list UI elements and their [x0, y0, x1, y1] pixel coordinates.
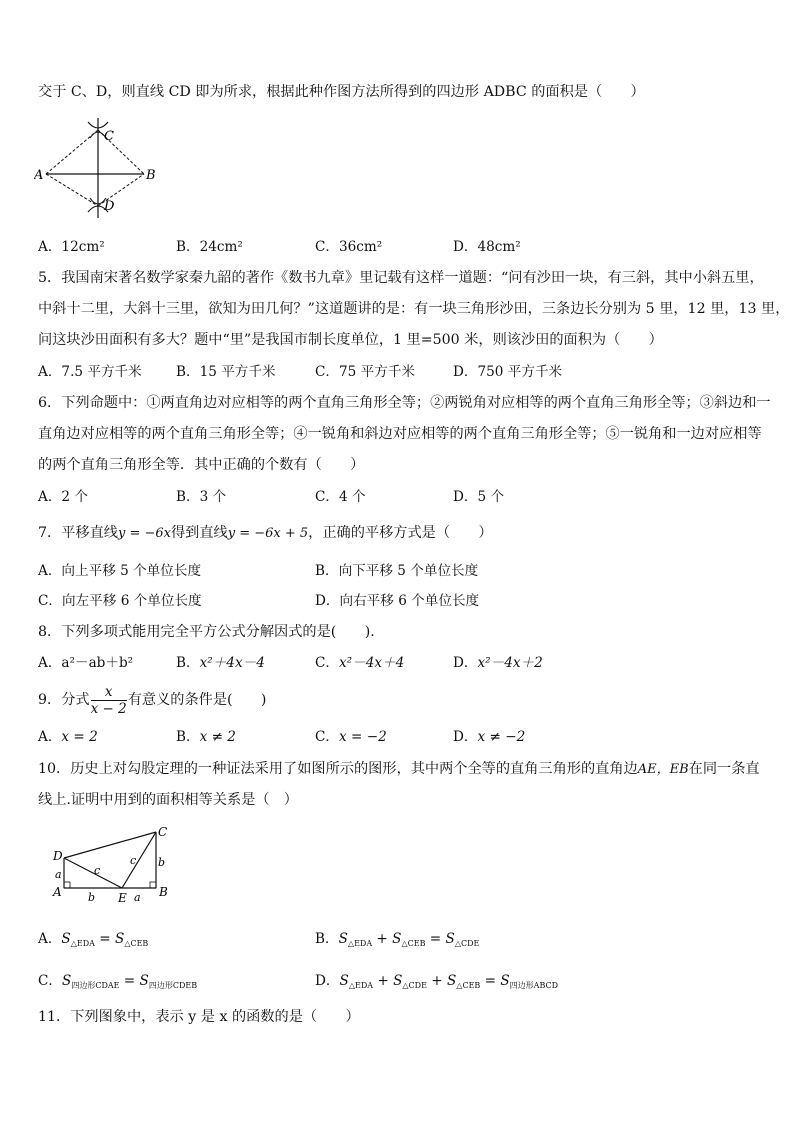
q10-stem-line-1: 10．历史上对勾股定理的一种证法采用了如图所示的图形，其中两个全等的直角三角形的直角边AE，EB在同一条直 [38, 761, 760, 777]
q10-option-d[interactable]: D．$S_{\triangle EDA} + S_{\triangle CDE} + S_{\triangle CEB} = S_{四边形ABCD}$ [315, 973, 559, 990]
q4-label-b: B [146, 168, 156, 183]
q4-option-c[interactable]: C．36cm² [315, 239, 383, 255]
q6-option-d[interactable]: D．5 个 [453, 489, 505, 505]
q10-side-c-left: c [94, 864, 101, 877]
q7-equation-2: y = −6x + 5 [227, 526, 309, 541]
q10-side-a-left: a [55, 868, 62, 881]
q10-label-c: C [158, 825, 168, 839]
q11-stem: 11．下列图象中，表示 y 是 x 的函数的是（ ） [38, 1009, 360, 1025]
q5-option-a[interactable]: A．7.5 平方千米 [38, 364, 142, 380]
q8-option-d[interactable]: D．x²－4x＋2 [453, 655, 543, 671]
q10-label-e: E [118, 891, 127, 905]
q6-option-c[interactable]: C．4 个 [315, 489, 366, 505]
q4-label-d: D [104, 199, 115, 214]
q6-stem-line-3: 的两个直角三角形全等．其中正确的个数有（ ） [38, 457, 365, 473]
q7-equation-1: y = −6x [117, 526, 171, 541]
q9-stem: 9．分式 $\frac{x}{x - 2}$ 有意义的条件是( ) [38, 683, 267, 717]
q8-option-a[interactable]: A．a²－ab＋b² [38, 655, 134, 671]
q10-figure [50, 822, 180, 912]
q6-stem-line-1: 6．下列命题中：①两直角边对应相等的两个直角三角形全等；②两锐角对应相等的两个直角三角形全等；③斜边和一 [38, 395, 771, 411]
q4-label-c: C [104, 129, 114, 144]
q9-option-c[interactable]: C．x = −2 [315, 729, 387, 745]
q7-option-a[interactable]: A．向上平移 5 个单位长度 [38, 563, 202, 579]
q7-option-c[interactable]: C．向左平移 6 个单位长度 [38, 593, 202, 609]
q4-label-a: A [34, 168, 44, 183]
q4-option-b[interactable]: B．24cm² [176, 239, 243, 255]
q10-label-b: B [159, 885, 168, 899]
q10-side-b-right: b [158, 856, 166, 869]
q8-option-b[interactable]: B．x²＋4x－4 [176, 655, 265, 671]
q9-option-b[interactable]: B．x ≠ 2 [176, 729, 236, 745]
q7-option-b[interactable]: B．向下平移 5 个单位长度 [315, 563, 479, 579]
q10-side-c-right: c [130, 854, 137, 867]
q4-option-d[interactable]: D．48cm² [453, 239, 521, 255]
q6-stem-line-2: 直角边对应相等的两个直角三角形全等；④一锐角和斜边对应相等的两个直角三角形全等；⑤一锐角和一边对应相等 [38, 426, 762, 442]
q9-option-a[interactable]: A．x = 2 [38, 729, 98, 745]
q10-side-a-bottom: a [134, 891, 141, 904]
q7-stem: 7．平移直线y = −6x得到直线y = −6x + 5，正确的平移方式是（ ） [38, 525, 493, 541]
q4-stem: 交于 C、D，则直线 CD 即为所求，根据此种作图方法所得到的四边形 ADBC 的面积是（ ） [38, 84, 645, 100]
q5-stem-line-2: 中斜十二里，大斜十三里，欲知为田几何？”这道题讲的是：有一块三角形沙田，三条边长分别为 5 里，12 里，13 里， [38, 301, 790, 317]
q8-option-c[interactable]: C．x²－4x＋4 [315, 655, 405, 671]
q9-fraction: $\frac{x}{x - 2}$ [90, 683, 127, 717]
q10-side-b-bottom: b [88, 891, 96, 904]
q10-stem-line-2: 线上.证明中用到的面积相等关系是（ ） [38, 792, 298, 808]
q10-option-a[interactable]: A．$S_{\triangle EDA} = S_{\triangle CEB}$ [38, 931, 149, 948]
q10-option-b[interactable]: B．$S_{\triangle EDA} + S_{\triangle CEB} = S_{\triangle CDE}$ [315, 931, 480, 948]
q10-label-a: A [53, 885, 62, 899]
q5-option-d[interactable]: D．750 平方千米 [453, 364, 563, 380]
q10-label-d: D [53, 849, 63, 863]
q4-option-a[interactable]: A．12cm² [38, 239, 105, 255]
q5-option-b[interactable]: B．15 平方千米 [176, 364, 276, 380]
q5-option-c[interactable]: C．75 平方千米 [315, 364, 415, 380]
q8-stem: 8．下列多项式能用完全平方公式分解因式的是( ). [38, 624, 375, 640]
q6-option-b[interactable]: B．3 个 [176, 489, 227, 505]
q4-figure [34, 108, 164, 218]
q5-stem-line-3: 问这块沙田面积有多大？题中“里”是我国市制长度单位，1 里=500 米，则该沙田的面积为（ ） [38, 332, 663, 348]
q6-option-a[interactable]: A．2 个 [38, 489, 88, 505]
q5-stem-line-1: 5．我国南宋著名数学家秦九韶的著作《数书九章》里记载有这样一道题：“问有沙田一块，有三斜，其中小斜五里， [38, 270, 764, 286]
q7-option-d[interactable]: D．向右平移 6 个单位长度 [315, 593, 480, 609]
q9-option-d[interactable]: D．x ≠ −2 [453, 729, 526, 745]
q10-option-c[interactable]: C．$S_{四边形CDAE} = S_{四边形CDEB}$ [38, 973, 198, 990]
